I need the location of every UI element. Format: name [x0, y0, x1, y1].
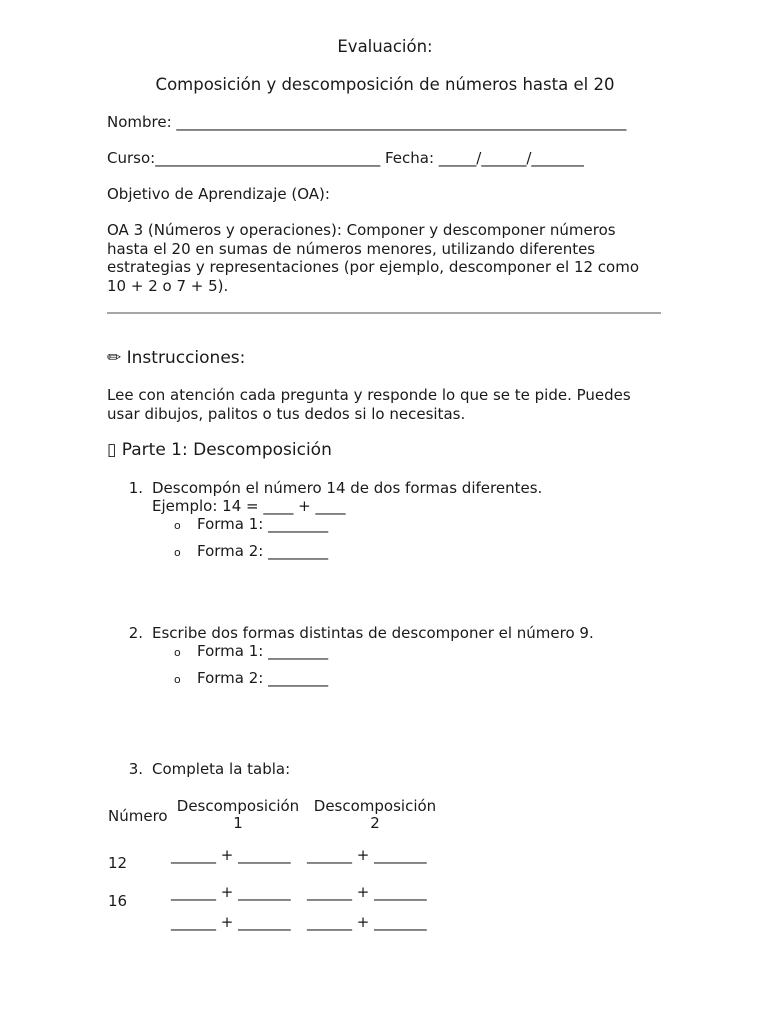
- question-text: Descompón el número 14 de dos formas diferentes.: [152, 479, 543, 497]
- bullet-icon: o: [174, 546, 181, 559]
- answer-line[interactable]: Forma 2: ________: [197, 542, 329, 560]
- table-cell-number: 16: [108, 892, 128, 910]
- answer-line[interactable]: ______ + _______: [307, 883, 427, 901]
- bullet-icon: o: [174, 519, 181, 532]
- answer-line[interactable]: ______ + _______: [171, 913, 291, 931]
- answer-line[interactable]: Forma 1: ________: [197, 642, 329, 660]
- course-date-field[interactable]: Curso:______________________________ Fecha: _____/______/_______: [107, 149, 584, 167]
- page-subtitle: Composición y descomposición de números hasta el 20: [155, 75, 615, 94]
- objective-text: OA 3 (Números y operaciones): Componer y descomponer números hasta el 20 en sumas de números menores, utilizando diferentes estrategias y representaciones (por ejemplo, descomponer el 12 como 10 + 2 o 7 + 5).: [107, 221, 640, 295]
- objective-heading: Objetivo de Aprendizaje (OA):: [107, 185, 330, 203]
- bullet-icon: o: [174, 646, 181, 659]
- question-number: 2.: [128, 624, 143, 642]
- answer-line[interactable]: Forma 2: ________: [197, 669, 329, 687]
- table-header-decomposition-2: Descomposición 2: [313, 797, 437, 832]
- question-number: 3.: [128, 760, 143, 778]
- question-text: Completa la tabla:: [152, 760, 291, 778]
- table-header-decomposition-1: Descomposición 1: [176, 797, 300, 832]
- bullet-icon: o: [174, 673, 181, 686]
- answer-line[interactable]: ______ + _______: [171, 883, 291, 901]
- answer-line[interactable]: ______ + _______: [171, 846, 291, 864]
- answer-line[interactable]: Forma 1: ________: [197, 515, 329, 533]
- section-divider: [107, 312, 661, 314]
- answer-line[interactable]: ______ + _______: [307, 913, 427, 931]
- instructions-text: Lee con atención cada pregunta y responde lo que se te pide. Puedes usar dibujos, palitos o tus dedos si lo necesitas.: [107, 386, 631, 423]
- instructions-heading: ✏ Instrucciones:: [107, 348, 246, 368]
- question-text: Escribe dos formas distintas de descomponer el número 9.: [152, 624, 594, 642]
- name-field[interactable]: Nombre: ____________________________________________________________: [107, 113, 627, 131]
- table-header-number: Número: [108, 807, 168, 825]
- question-example: Ejemplo: 14 = ____ + ____: [152, 497, 346, 515]
- answer-line[interactable]: ______ + _______: [307, 846, 427, 864]
- question-number: 1.: [128, 479, 143, 497]
- part1-heading: ▯ Parte 1: Descomposición: [107, 440, 332, 460]
- page-title: Evaluación:: [337, 37, 433, 56]
- table-cell-number: 12: [108, 854, 128, 872]
